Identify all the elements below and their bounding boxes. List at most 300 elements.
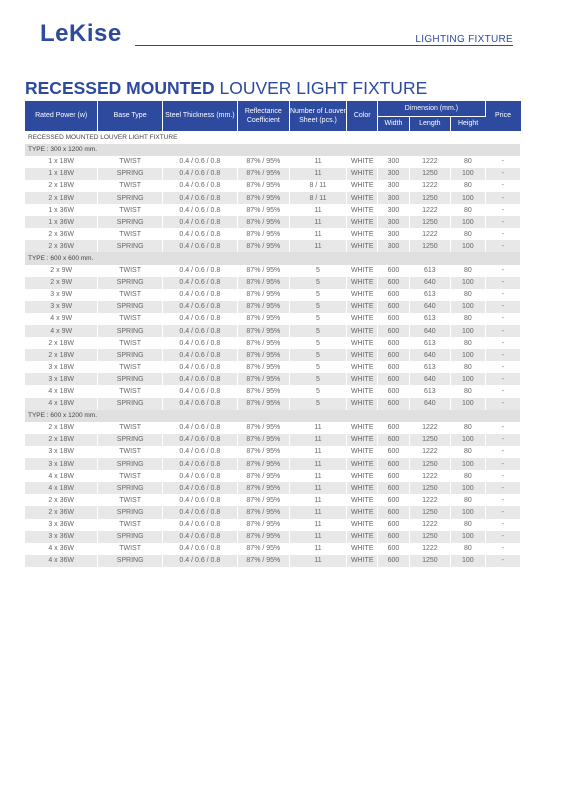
cell-price: -	[485, 470, 520, 482]
cell-length: 640	[409, 325, 451, 337]
cell-color: WHITE	[347, 289, 378, 301]
header-rated-power: Rated Power (w)	[25, 101, 98, 131]
cell-reflectance: 87% / 95%	[237, 494, 289, 506]
cell-reflectance: 87% / 95%	[237, 277, 289, 289]
cell-color: WHITE	[347, 204, 378, 216]
cell-color: WHITE	[347, 349, 378, 361]
cell-color: WHITE	[347, 458, 378, 470]
cell-rated-power: 2 x 18W	[25, 422, 98, 434]
cell-price: -	[485, 192, 520, 204]
cell-color: WHITE	[347, 531, 378, 543]
cell-price: -	[485, 337, 520, 349]
cell-steel-thickness: 0.4 / 0.6 / 0.8	[162, 180, 237, 192]
table-row	[25, 506, 521, 518]
cell-rated-power: 1 x 18W	[25, 168, 98, 180]
cell-base-type: TWIST	[98, 313, 163, 325]
cell-height: 80	[451, 385, 485, 397]
cell-length: 1250	[409, 168, 451, 180]
cell-height: 100	[451, 458, 485, 470]
cell-base-type: SPRING	[98, 277, 163, 289]
cell-rated-power: 3 x 18W	[25, 361, 98, 373]
table-row	[25, 482, 521, 494]
cell-height: 100	[451, 434, 485, 446]
cell-louver-sheets: 5	[289, 301, 346, 313]
table-row	[25, 458, 521, 470]
cell-reflectance: 87% / 95%	[237, 470, 289, 482]
cell-width: 600	[378, 555, 409, 567]
cell-base-type: TWIST	[98, 422, 163, 434]
cell-steel-thickness: 0.4 / 0.6 / 0.8	[162, 289, 237, 301]
cell-steel-thickness: 0.4 / 0.6 / 0.8	[162, 216, 237, 228]
cell-rated-power: 3 x 9W	[25, 301, 98, 313]
cell-rated-power: 2 x 18W	[25, 337, 98, 349]
cell-color: WHITE	[347, 156, 378, 168]
cell-price: -	[485, 361, 520, 373]
cell-price: -	[485, 228, 520, 240]
cell-width: 600	[378, 265, 409, 277]
cell-width: 300	[378, 192, 409, 204]
category-label: LIGHTING FIXTURE	[415, 34, 513, 45]
cell-base-type: TWIST	[98, 361, 163, 373]
cell-length: 1222	[409, 422, 451, 434]
cell-base-type: TWIST	[98, 543, 163, 555]
cell-base-type: SPRING	[98, 168, 163, 180]
cell-length: 613	[409, 361, 451, 373]
cell-louver-sheets: 5	[289, 349, 346, 361]
cell-rated-power: 1 x 36W	[25, 216, 98, 228]
cell-price: -	[485, 482, 520, 494]
cell-width: 600	[378, 313, 409, 325]
cell-louver-sheets: 5	[289, 398, 346, 410]
cell-rated-power: 4 x 9W	[25, 325, 98, 337]
table-row	[25, 301, 521, 313]
cell-reflectance: 87% / 95%	[237, 301, 289, 313]
cell-rated-power: 2 x 9W	[25, 265, 98, 277]
cell-width: 600	[378, 398, 409, 410]
cell-length: 613	[409, 337, 451, 349]
cell-height: 100	[451, 531, 485, 543]
cell-color: WHITE	[347, 519, 378, 531]
cell-steel-thickness: 0.4 / 0.6 / 0.8	[162, 277, 237, 289]
cell-reflectance: 87% / 95%	[237, 446, 289, 458]
cell-steel-thickness: 0.4 / 0.6 / 0.8	[162, 494, 237, 506]
table-row	[25, 156, 521, 168]
cell-color: WHITE	[347, 337, 378, 349]
cell-color: WHITE	[347, 494, 378, 506]
cell-louver-sheets: 5	[289, 313, 346, 325]
cell-reflectance: 87% / 95%	[237, 385, 289, 397]
table-row	[25, 555, 521, 567]
header-length: Length	[409, 116, 451, 131]
table-row	[25, 531, 521, 543]
cell-width: 600	[378, 325, 409, 337]
cell-steel-thickness: 0.4 / 0.6 / 0.8	[162, 373, 237, 385]
cell-width: 600	[378, 301, 409, 313]
cell-louver-sheets: 5	[289, 361, 346, 373]
cell-height: 80	[451, 228, 485, 240]
cell-height: 100	[451, 216, 485, 228]
cell-price: -	[485, 289, 520, 301]
cell-width: 300	[378, 216, 409, 228]
cell-rated-power: 3 x 9W	[25, 289, 98, 301]
cell-rated-power: 2 x 18W	[25, 349, 98, 361]
cell-color: WHITE	[347, 325, 378, 337]
cell-steel-thickness: 0.4 / 0.6 / 0.8	[162, 458, 237, 470]
cell-reflectance: 87% / 95%	[237, 531, 289, 543]
cell-base-type: SPRING	[98, 301, 163, 313]
cell-width: 600	[378, 494, 409, 506]
table-row	[25, 204, 521, 216]
cell-base-type: SPRING	[98, 398, 163, 410]
cell-length: 613	[409, 265, 451, 277]
section-label: RECESSED MOUNTED LOUVER LIGHT FIXTURE	[25, 131, 521, 144]
cell-price: -	[485, 519, 520, 531]
cell-rated-power: 4 x 36W	[25, 555, 98, 567]
cell-louver-sheets: 11	[289, 458, 346, 470]
cell-rated-power: 4 x 36W	[25, 543, 98, 555]
cell-rated-power: 2 x 18W	[25, 180, 98, 192]
cell-color: WHITE	[347, 168, 378, 180]
header-base-type: Base Type	[98, 101, 163, 131]
cell-height: 100	[451, 240, 485, 252]
cell-steel-thickness: 0.4 / 0.6 / 0.8	[162, 349, 237, 361]
cell-length: 640	[409, 398, 451, 410]
table-row	[25, 470, 521, 482]
cell-length: 1250	[409, 555, 451, 567]
table-row	[25, 277, 521, 289]
cell-height: 100	[451, 192, 485, 204]
cell-louver-sheets: 5	[289, 265, 346, 277]
cell-height: 80	[451, 156, 485, 168]
cell-price: -	[485, 180, 520, 192]
cell-steel-thickness: 0.4 / 0.6 / 0.8	[162, 168, 237, 180]
cell-rated-power: 2 x 36W	[25, 506, 98, 518]
cell-reflectance: 87% / 95%	[237, 228, 289, 240]
cell-height: 80	[451, 180, 485, 192]
cell-base-type: SPRING	[98, 482, 163, 494]
cell-width: 600	[378, 506, 409, 518]
cell-steel-thickness: 0.4 / 0.6 / 0.8	[162, 240, 237, 252]
cell-length: 1222	[409, 519, 451, 531]
table-row	[25, 385, 521, 397]
cell-color: WHITE	[347, 192, 378, 204]
table-row	[25, 543, 521, 555]
cell-length: 1250	[409, 482, 451, 494]
cell-steel-thickness: 0.4 / 0.6 / 0.8	[162, 325, 237, 337]
cell-louver-sheets: 11	[289, 446, 346, 458]
cell-price: -	[485, 398, 520, 410]
cell-base-type: TWIST	[98, 470, 163, 482]
cell-louver-sheets: 11	[289, 434, 346, 446]
cell-price: -	[485, 216, 520, 228]
cell-length: 640	[409, 349, 451, 361]
table-row	[25, 422, 521, 434]
cell-steel-thickness: 0.4 / 0.6 / 0.8	[162, 192, 237, 204]
cell-base-type: SPRING	[98, 216, 163, 228]
cell-louver-sheets: 11	[289, 228, 346, 240]
page-title	[25, 78, 427, 99]
spec-table	[25, 101, 521, 567]
header-reflectance: Reflectance Coefficient	[237, 101, 289, 131]
cell-width: 600	[378, 482, 409, 494]
cell-length: 1250	[409, 216, 451, 228]
cell-height: 100	[451, 555, 485, 567]
header-width: Width	[378, 116, 409, 131]
cell-base-type: TWIST	[98, 265, 163, 277]
cell-height: 80	[451, 543, 485, 555]
cell-rated-power: 2 x 36W	[25, 228, 98, 240]
cell-height: 80	[451, 519, 485, 531]
cell-height: 100	[451, 373, 485, 385]
cell-louver-sheets: 8 / 11	[289, 192, 346, 204]
cell-steel-thickness: 0.4 / 0.6 / 0.8	[162, 543, 237, 555]
cell-height: 100	[451, 349, 485, 361]
cell-steel-thickness: 0.4 / 0.6 / 0.8	[162, 385, 237, 397]
cell-length: 1250	[409, 434, 451, 446]
cell-price: -	[485, 265, 520, 277]
cell-rated-power: 1 x 18W	[25, 156, 98, 168]
cell-width: 300	[378, 180, 409, 192]
cell-steel-thickness: 0.4 / 0.6 / 0.8	[162, 434, 237, 446]
cell-color: WHITE	[347, 543, 378, 555]
header-color: Color	[347, 101, 378, 131]
title-bold: RECESSED MOUNTED	[25, 78, 215, 98]
cell-base-type: TWIST	[98, 156, 163, 168]
cell-price: -	[485, 240, 520, 252]
cell-length: 1222	[409, 494, 451, 506]
cell-louver-sheets: 11	[289, 422, 346, 434]
table-row	[25, 168, 521, 180]
cell-width: 600	[378, 361, 409, 373]
cell-steel-thickness: 0.4 / 0.6 / 0.8	[162, 228, 237, 240]
cell-length: 1222	[409, 446, 451, 458]
cell-reflectance: 87% / 95%	[237, 482, 289, 494]
cell-length: 640	[409, 301, 451, 313]
cell-rated-power: 2 x 9W	[25, 277, 98, 289]
cell-width: 600	[378, 458, 409, 470]
table-row	[25, 349, 521, 361]
cell-width: 600	[378, 277, 409, 289]
table-row	[25, 228, 521, 240]
cell-price: -	[485, 301, 520, 313]
cell-reflectance: 87% / 95%	[237, 361, 289, 373]
cell-price: -	[485, 446, 520, 458]
cell-base-type: SPRING	[98, 458, 163, 470]
cell-length: 613	[409, 385, 451, 397]
cell-length: 1222	[409, 228, 451, 240]
cell-width: 600	[378, 446, 409, 458]
table-row	[25, 192, 521, 204]
cell-length: 613	[409, 313, 451, 325]
header-louver-sheets: Number of Louver Sheet (pcs.)	[289, 101, 346, 131]
cell-steel-thickness: 0.4 / 0.6 / 0.8	[162, 519, 237, 531]
cell-louver-sheets: 5	[289, 289, 346, 301]
brand-logo: LeKise	[40, 20, 122, 47]
cell-length: 1222	[409, 470, 451, 482]
cell-louver-sheets: 11	[289, 240, 346, 252]
cell-reflectance: 87% / 95%	[237, 422, 289, 434]
cell-louver-sheets: 11	[289, 506, 346, 518]
cell-price: -	[485, 313, 520, 325]
cell-price: -	[485, 204, 520, 216]
cell-steel-thickness: 0.4 / 0.6 / 0.8	[162, 531, 237, 543]
cell-louver-sheets: 11	[289, 204, 346, 216]
cell-reflectance: 87% / 95%	[237, 434, 289, 446]
cell-louver-sheets: 11	[289, 543, 346, 555]
cell-height: 100	[451, 398, 485, 410]
cell-length: 1222	[409, 543, 451, 555]
table-row	[25, 180, 521, 192]
table-row	[25, 240, 521, 252]
cell-height: 100	[451, 482, 485, 494]
cell-price: -	[485, 458, 520, 470]
cell-steel-thickness: 0.4 / 0.6 / 0.8	[162, 313, 237, 325]
cell-price: -	[485, 277, 520, 289]
cell-rated-power: 2 x 18W	[25, 192, 98, 204]
cell-louver-sheets: 11	[289, 168, 346, 180]
cell-reflectance: 87% / 95%	[237, 156, 289, 168]
cell-reflectance: 87% / 95%	[237, 265, 289, 277]
cell-reflectance: 87% / 95%	[237, 506, 289, 518]
cell-color: WHITE	[347, 385, 378, 397]
cell-price: -	[485, 434, 520, 446]
cell-length: 1250	[409, 192, 451, 204]
group-type-label: TYPE : 300 x 1200 mm.	[25, 144, 521, 156]
title-rest: LOUVER LIGHT FIXTURE	[219, 78, 428, 98]
cell-reflectance: 87% / 95%	[237, 313, 289, 325]
cell-width: 600	[378, 349, 409, 361]
cell-length: 1250	[409, 458, 451, 470]
cell-steel-thickness: 0.4 / 0.6 / 0.8	[162, 337, 237, 349]
cell-price: -	[485, 531, 520, 543]
cell-reflectance: 87% / 95%	[237, 240, 289, 252]
cell-width: 300	[378, 156, 409, 168]
cell-base-type: TWIST	[98, 204, 163, 216]
cell-reflectance: 87% / 95%	[237, 349, 289, 361]
cell-base-type: SPRING	[98, 349, 163, 361]
header-steel-thickness: Steel Thickness (mm.)	[162, 101, 237, 131]
cell-louver-sheets: 11	[289, 470, 346, 482]
cell-height: 80	[451, 470, 485, 482]
cell-height: 80	[451, 337, 485, 349]
cell-steel-thickness: 0.4 / 0.6 / 0.8	[162, 398, 237, 410]
cell-color: WHITE	[347, 301, 378, 313]
cell-louver-sheets: 11	[289, 494, 346, 506]
cell-width: 300	[378, 240, 409, 252]
table-row	[25, 398, 521, 410]
cell-price: -	[485, 543, 520, 555]
cell-base-type: SPRING	[98, 192, 163, 204]
cell-louver-sheets: 8 / 11	[289, 180, 346, 192]
cell-rated-power: 3 x 18W	[25, 373, 98, 385]
cell-length: 1222	[409, 156, 451, 168]
cell-base-type: TWIST	[98, 180, 163, 192]
cell-rated-power: 3 x 18W	[25, 458, 98, 470]
cell-steel-thickness: 0.4 / 0.6 / 0.8	[162, 156, 237, 168]
cell-price: -	[485, 325, 520, 337]
table-row	[25, 289, 521, 301]
cell-color: WHITE	[347, 470, 378, 482]
cell-reflectance: 87% / 95%	[237, 398, 289, 410]
cell-color: WHITE	[347, 398, 378, 410]
table-row	[25, 494, 521, 506]
table-row	[25, 361, 521, 373]
cell-base-type: TWIST	[98, 228, 163, 240]
cell-base-type: TWIST	[98, 337, 163, 349]
cell-width: 300	[378, 168, 409, 180]
cell-height: 100	[451, 301, 485, 313]
cell-price: -	[485, 506, 520, 518]
cell-price: -	[485, 168, 520, 180]
cell-height: 80	[451, 313, 485, 325]
cell-price: -	[485, 494, 520, 506]
cell-steel-thickness: 0.4 / 0.6 / 0.8	[162, 301, 237, 313]
cell-width: 600	[378, 470, 409, 482]
cell-rated-power: 4 x 18W	[25, 398, 98, 410]
cell-rated-power: 3 x 36W	[25, 519, 98, 531]
cell-price: -	[485, 422, 520, 434]
cell-rated-power: 4 x 9W	[25, 313, 98, 325]
cell-steel-thickness: 0.4 / 0.6 / 0.8	[162, 422, 237, 434]
cell-length: 1250	[409, 531, 451, 543]
cell-reflectance: 87% / 95%	[237, 458, 289, 470]
cell-color: WHITE	[347, 506, 378, 518]
cell-height: 80	[451, 204, 485, 216]
cell-louver-sheets: 11	[289, 156, 346, 168]
cell-base-type: SPRING	[98, 506, 163, 518]
cell-rated-power: 2 x 36W	[25, 240, 98, 252]
table-row	[25, 446, 521, 458]
cell-louver-sheets: 11	[289, 482, 346, 494]
cell-length: 1250	[409, 506, 451, 518]
cell-reflectance: 87% / 95%	[237, 192, 289, 204]
cell-reflectance: 87% / 95%	[237, 325, 289, 337]
cell-width: 600	[378, 385, 409, 397]
cell-rated-power: 4 x 18W	[25, 470, 98, 482]
cell-width: 600	[378, 422, 409, 434]
cell-base-type: SPRING	[98, 434, 163, 446]
cell-length: 1222	[409, 204, 451, 216]
cell-base-type: TWIST	[98, 446, 163, 458]
cell-steel-thickness: 0.4 / 0.6 / 0.8	[162, 482, 237, 494]
cell-width: 600	[378, 373, 409, 385]
header-divider	[135, 45, 513, 46]
cell-width: 600	[378, 337, 409, 349]
cell-color: WHITE	[347, 422, 378, 434]
cell-width: 600	[378, 519, 409, 531]
cell-length: 640	[409, 277, 451, 289]
cell-color: WHITE	[347, 434, 378, 446]
cell-color: WHITE	[347, 313, 378, 325]
cell-louver-sheets: 5	[289, 385, 346, 397]
cell-length: 1222	[409, 180, 451, 192]
cell-height: 80	[451, 422, 485, 434]
cell-base-type: SPRING	[98, 373, 163, 385]
cell-reflectance: 87% / 95%	[237, 204, 289, 216]
header-dimension: Dimension (mm.)	[378, 101, 485, 116]
header-height: Height	[451, 116, 485, 131]
cell-color: WHITE	[347, 180, 378, 192]
cell-steel-thickness: 0.4 / 0.6 / 0.8	[162, 470, 237, 482]
cell-color: WHITE	[347, 555, 378, 567]
cell-reflectance: 87% / 95%	[237, 289, 289, 301]
cell-length: 1250	[409, 240, 451, 252]
cell-base-type: SPRING	[98, 531, 163, 543]
cell-louver-sheets: 5	[289, 277, 346, 289]
cell-steel-thickness: 0.4 / 0.6 / 0.8	[162, 265, 237, 277]
cell-rated-power: 2 x 36W	[25, 494, 98, 506]
cell-color: WHITE	[347, 482, 378, 494]
